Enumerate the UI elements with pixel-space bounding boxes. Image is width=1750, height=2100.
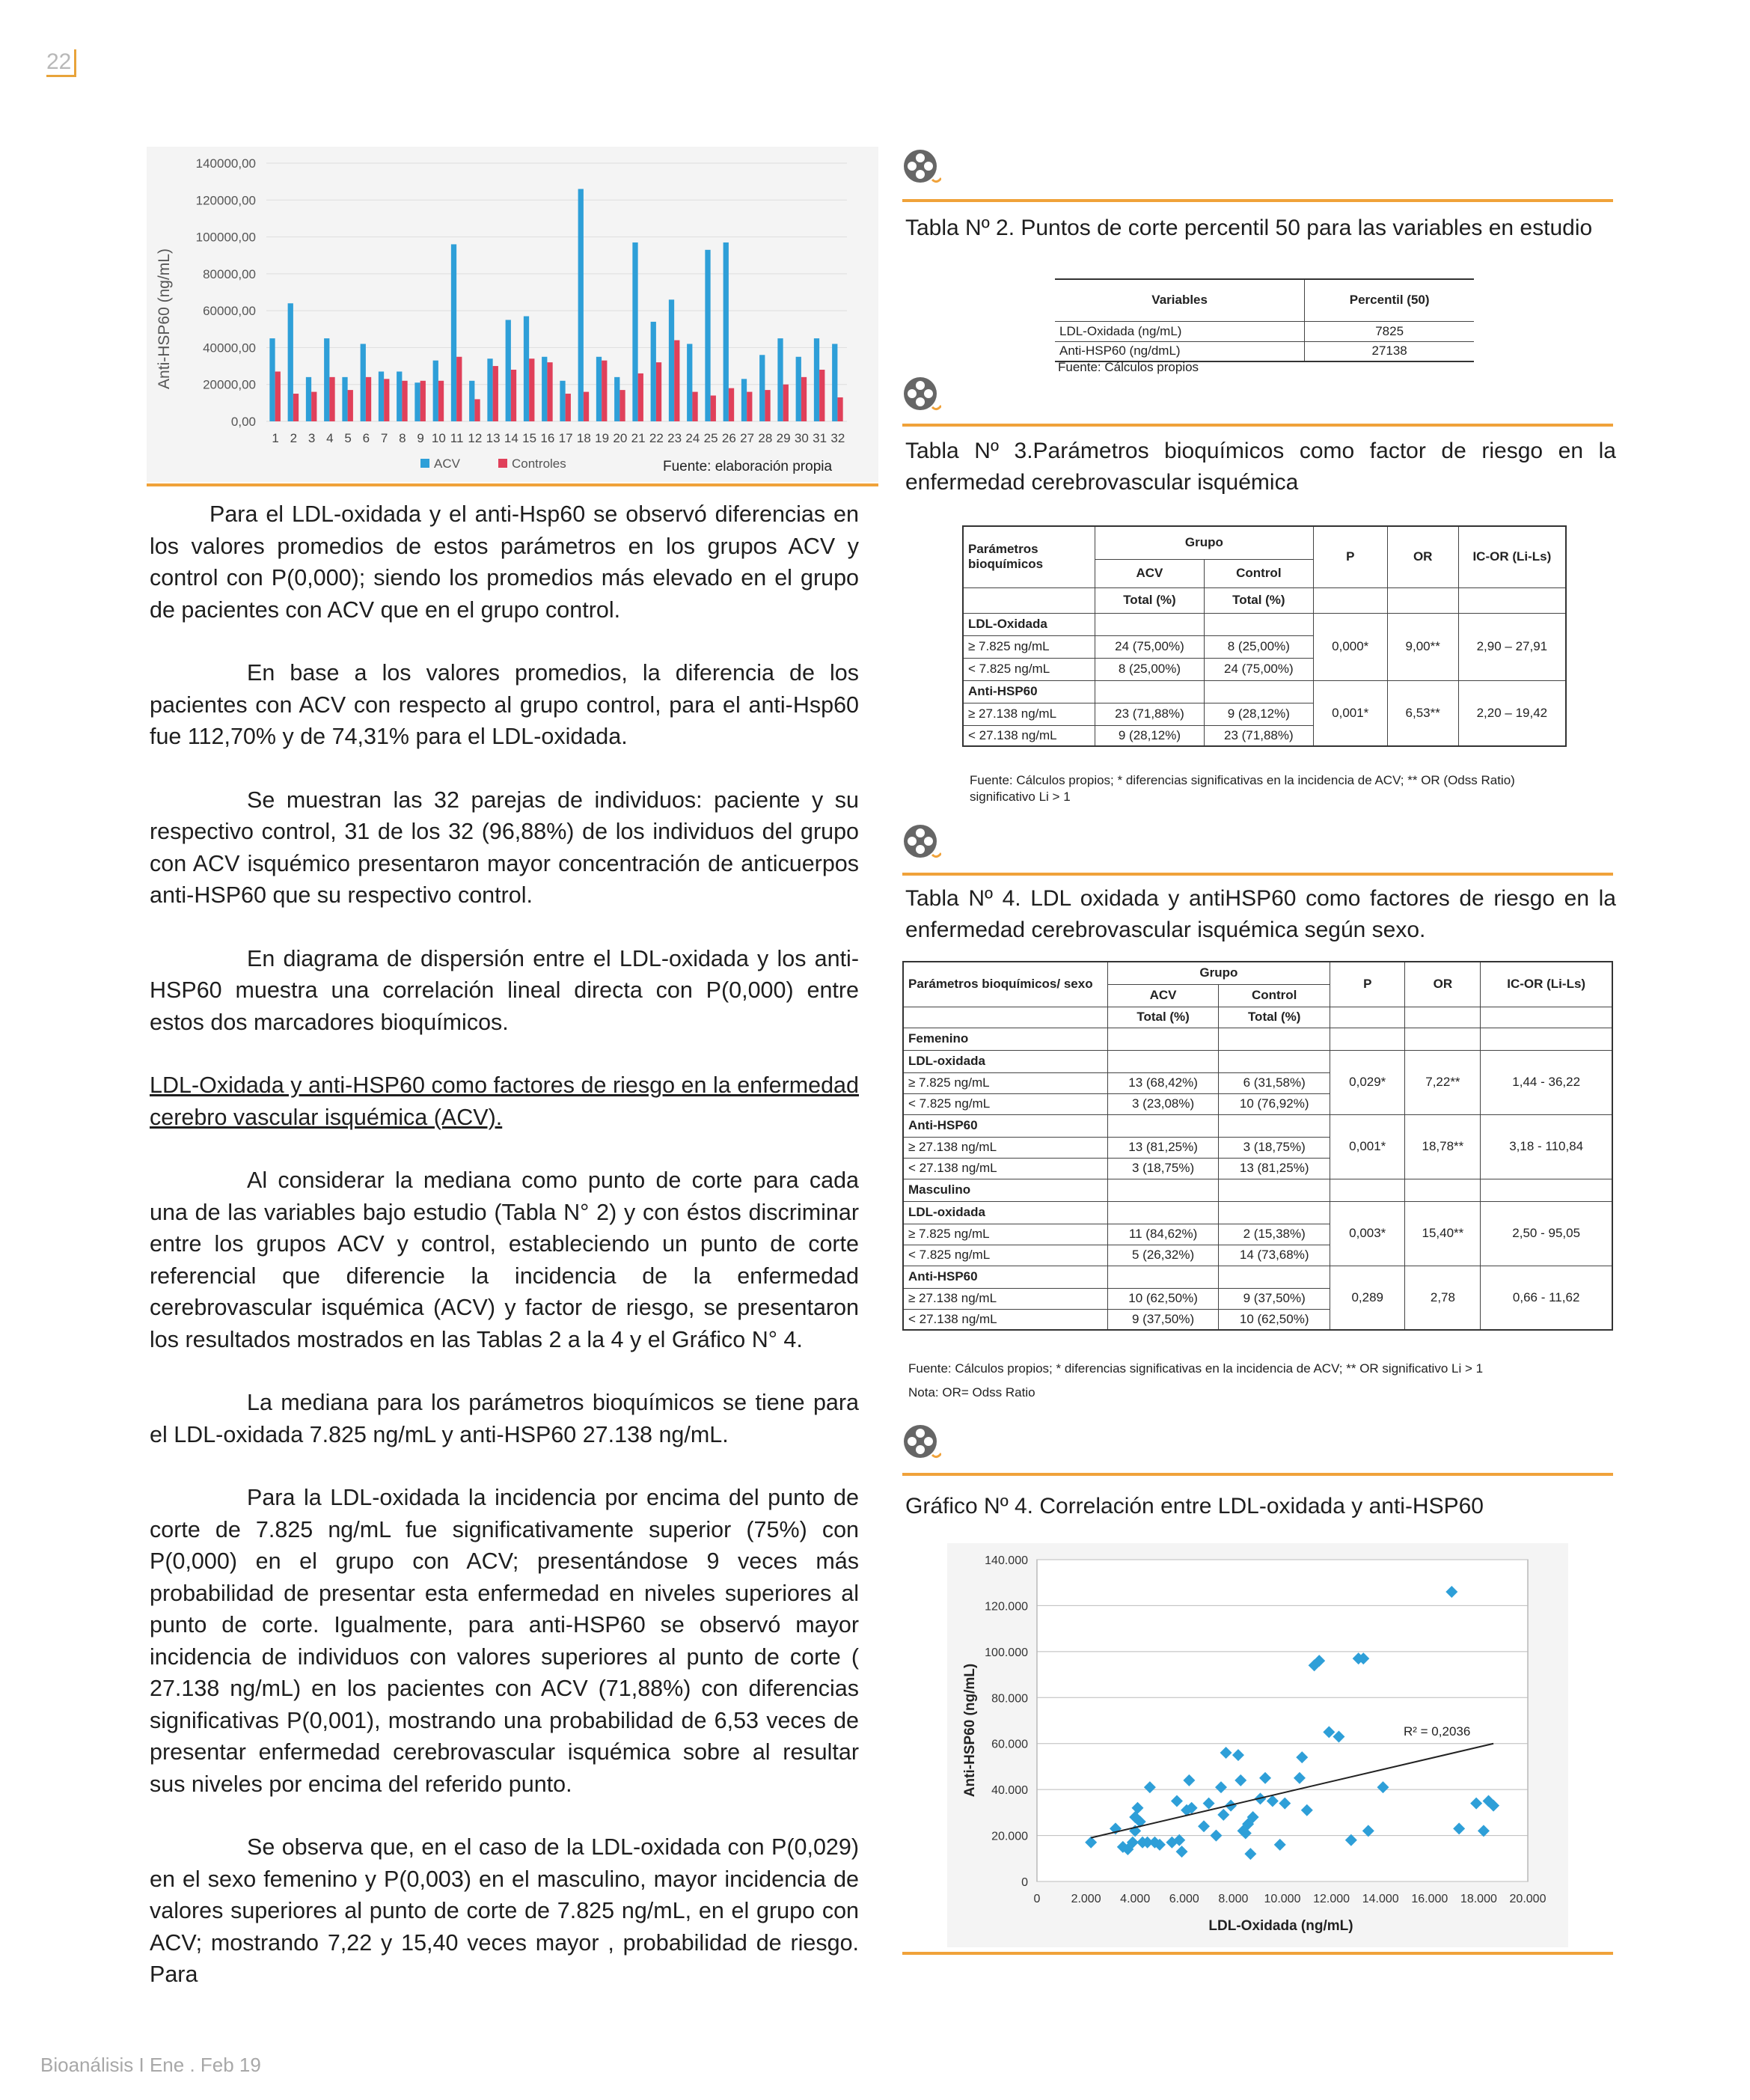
tabla4-note: Fuente: Cálculos propios; * diferencias significativas en la incidencia de ACV; ** OR significativo Li > 1 [908,1361,1484,1376]
tabla4-header-or: OR [1405,962,1481,1007]
tabla3-header-param: Parámetros bioquímicos [963,526,1095,587]
bar-acv [469,381,474,421]
tabla4-femenino: Femenino [903,1028,1107,1050]
tabla4-header-ic: IC-OR (Li-Ls) [1481,962,1612,1007]
film-reel-icon [902,823,941,862]
bar-x-tick: 19 [595,431,610,445]
scatter-x-tick: 16.000 [1411,1893,1448,1905]
tabla4-cell: 18,78** [1405,1114,1481,1179]
bar-chart-source: Fuente: elaboración propia [663,459,833,474]
bar-controles [493,366,498,421]
tabla4-cell: 2,50 - 95,05 [1481,1201,1612,1266]
bar-x-tick: 4 [326,431,334,445]
bar-y-tick: 80000,00 [203,266,256,281]
tabla3-hsp-lo: < 27.138 ng/mL [963,725,1095,746]
film-reel-icon [902,148,941,187]
tabla4-cell: 5 (26,32%) [1107,1245,1219,1266]
tabla2-cell: 27138 [1305,341,1474,361]
scatter-x-label: LDL-Oxidada (ng/mL) [1208,1918,1353,1934]
bar-chart [147,147,878,482]
bar-acv [687,344,692,422]
scatter-y-tick: 140.000 [985,1554,1028,1567]
bar-controles [656,362,661,421]
bar-acv [669,299,674,421]
bar-x-tick: 24 [685,431,700,445]
bar-controles [402,381,407,421]
bar-x-tick: 11 [450,431,464,445]
bar-controles [420,381,426,421]
tabla3-cell: 23 (71,88%) [1204,725,1313,746]
bar-acv [288,303,293,421]
bar-x-tick: 1 [272,431,279,445]
bar-x-tick: 8 [399,431,406,445]
scatter-x-tick: 12.000 [1313,1893,1350,1905]
bar-controles [692,392,697,421]
tabla4-f-ldl: LDL-oxidada [903,1050,1107,1072]
tabla3-hsp-p: 0,001* [1313,680,1387,746]
section-heading: LDL-Oxidada y anti-HSP60 como factores de riesgo en la enfermedad cerebro vascular isquémica (ACV). [150,1072,859,1130]
tabla2-cell: LDL-Oxidada (ng/mL) [1055,321,1305,341]
tabla3-hsp-hi: ≥ 27.138 ng/mL [963,703,1095,725]
bar-acv [705,250,710,421]
tabla3-cell: 9 (28,12%) [1095,725,1205,746]
bar-acv [506,320,511,421]
bar-controles [275,371,281,421]
bar-acv [306,377,311,421]
tabla4-cell: 9 (37,50%) [1107,1309,1219,1330]
tabla3-header-p: P [1313,526,1387,587]
tabla4-header-param: Parámetros bioquímicos/ sexo [903,962,1107,1007]
article-body [150,498,859,2022]
bar-controles [311,392,316,421]
tabla3-note: Fuente: Cálculos propios; * diferencias significativas en la incidencia de ACV; ** OR (Odss Ratio) significativo Li > 1 [970,773,1515,804]
tabla4-masculino: Masculino [903,1179,1107,1201]
bar-acv [777,338,783,421]
tabla4-caption: Tabla Nº 4. LDL oxidada y antiHSP60 como factores de riesgo en la enfermedad cerebrovascular isquémica según sexo. [905,886,1616,942]
bar-controles [837,397,842,421]
tabla4-header-total: Total (%) [1107,1007,1219,1028]
legend-acv-swatch [420,459,429,468]
bar-acv [832,344,837,422]
bar-controles [456,357,462,421]
divider [902,424,1613,427]
tabla4-cell: 3 (18,75%) [1107,1158,1219,1179]
tabla3-cell: 9 (28,12%) [1204,703,1313,725]
tabla3-header-grupo: Grupo [1095,526,1314,559]
bar-x-tick: 6 [362,431,370,445]
bar-y-tick: 140000,00 [195,156,256,171]
bar-acv [814,338,819,421]
film-reel-icon [902,376,941,415]
bar-controles [474,399,480,421]
bar-controles [783,385,789,421]
bar-controles [638,373,643,421]
bar-controles [293,394,299,421]
tabla3-cell: 24 (75,00%) [1095,635,1205,658]
tabla3-hsp-label: Anti-HSP60 [963,680,1095,703]
scatter-x-tick: 4.000 [1120,1893,1151,1905]
bar-acv [342,377,347,421]
tabla4-row-label: ≥ 7.825 ng/mL [903,1224,1107,1245]
bar-controles [366,377,371,421]
tabla4-cell: 3 (23,08%) [1107,1093,1219,1114]
scatter-y-label: Anti-HSP60 (ng/mL) [962,1663,978,1798]
tabla2 [1055,278,1474,362]
bar-x-tick: 15 [522,431,537,445]
tabla3-hsp-or: 6,53** [1387,680,1458,746]
scatter-x-tick: 20.000 [1509,1893,1546,1905]
bar-controles [619,390,625,421]
tabla3-ldl-label: LDL-Oxidada [963,613,1095,635]
bar-acv [596,357,602,421]
tabla3-ldl-hi: ≥ 7.825 ng/mL [963,635,1095,658]
tabla4-cell: 0,289 [1330,1266,1405,1330]
tabla4-cell: 11 (84,62%) [1107,1224,1219,1245]
scatter-x-tick: 8.000 [1218,1893,1249,1905]
bar-acv [324,338,329,421]
bar-acv [560,381,565,421]
tabla3-header-total: Total (%) [1095,587,1205,613]
bar-x-tick: 27 [740,431,755,445]
bar-acv [433,361,438,421]
bar-x-tick: 22 [649,431,664,445]
bar-x-tick: 18 [576,431,591,445]
divider [902,1952,1613,1955]
bar-x-tick: 30 [794,431,809,445]
scatter-chart [947,1543,1568,1947]
bar-x-tick: 14 [504,431,518,445]
tabla2-cell: 7825 [1305,321,1474,341]
tabla4-cell: 3,18 - 110,84 [1481,1114,1612,1179]
tabla3-ldl-or: 9,00** [1387,613,1458,680]
tabla4-cell: 13 (81,25%) [1107,1137,1219,1158]
tabla3-ldl-ic: 2,90 – 27,91 [1458,613,1566,680]
tabla3 [962,525,1567,747]
paragraph: Se observa que, en el caso de la LDL-oxidada con P(0,029) en el sexo femenino y P(0,003) en el masculino, mayor incidencia de valores superiores al punto de corte de 7.825 ng/mL, en el grupo con ACV; mostrando 7,22 y 15,40 veces mayor , probabilidad de riesgo. Para [150,1834,859,1987]
bar-controles [348,390,353,421]
bar-acv [614,377,619,421]
bar-controles [602,361,607,421]
tabla4-cell: 13 (68,42%) [1107,1072,1219,1093]
scatter-y-tick: 100.000 [985,1646,1028,1659]
tabla4-row-label: < 7.825 ng/mL [903,1093,1107,1114]
bar-y-tick: 40000,00 [203,341,256,355]
bar-acv [632,242,637,421]
bar-controles [329,377,334,421]
bar-y-tick: 20000,00 [203,377,256,392]
tabla4-cell: 9 (37,50%) [1219,1288,1330,1309]
tabla4-cell: 2,78 [1405,1266,1481,1330]
bar-controles [711,396,716,422]
tabla4-cell: 10 (76,92%) [1219,1093,1330,1114]
tabla2-caption: Tabla Nº 2. Puntos de corte percentil 50 para las variables en estudio [905,216,1593,240]
tabla4-row-label: < 27.138 ng/mL [903,1158,1107,1179]
tabla4-note: Nota: OR= Odss Ratio [908,1385,1035,1400]
tabla4-m-ldl: LDL-oxidada [903,1201,1107,1224]
tabla4-cell: 6 (31,58%) [1219,1072,1330,1093]
bar-controles [566,394,571,421]
tabla4-cell: 0,029* [1330,1050,1405,1114]
legend-controles-label: Controles [512,457,566,471]
tabla4-cell: 2 (15,38%) [1219,1224,1330,1245]
bar-acv [361,344,366,422]
tabla4 [902,961,1613,1331]
tabla4-cell: 0,66 - 11,62 [1481,1266,1612,1330]
legend-controles-swatch [498,459,507,468]
bar-x-tick: 5 [344,431,352,445]
tabla3-cell: 24 (75,00%) [1204,658,1313,680]
bar-y-tick: 60000,00 [203,304,256,319]
bar-x-tick: 25 [703,431,718,445]
divider [902,873,1613,876]
bar-y-tick: 120000,00 [195,193,256,208]
tabla3-header-ic: IC-OR (Li-Ls) [1458,526,1566,587]
tabla2-note: Fuente: Cálculos propios [1058,360,1199,374]
scatter-y-tick: 20.000 [991,1830,1028,1843]
bar-x-tick: 12 [468,431,483,445]
tabla4-cell: 10 (62,50%) [1107,1288,1219,1309]
bar-x-tick: 3 [308,431,316,445]
tabla4-cell: 15,40** [1405,1201,1481,1266]
tabla4-row-label: ≥ 27.138 ng/mL [903,1288,1107,1309]
tabla4-cell: 3 (18,75%) [1219,1137,1330,1158]
bar-x-tick: 23 [667,431,682,445]
scatter-y-tick: 120.000 [985,1600,1028,1614]
film-reel-icon [902,1423,941,1462]
bar-controles [674,341,679,421]
bar-x-tick: 17 [558,431,573,445]
legend-acv-label: ACV [434,457,460,471]
tabla4-row-label: < 7.825 ng/mL [903,1245,1107,1266]
bar-acv [759,355,765,421]
tabla2-cell: Anti-HSP60 (ng/dmL) [1055,341,1305,361]
bar-x-tick: 32 [830,431,845,445]
tabla4-row-label: < 27.138 ng/mL [903,1309,1107,1330]
tabla3-ldl-lo: < 7.825 ng/mL [963,658,1095,680]
tabla4-row-label: ≥ 7.825 ng/mL [903,1072,1107,1093]
tabla4-header-control: Control [1219,984,1330,1007]
tabla3-cell: 8 (25,00%) [1204,635,1313,658]
paragraph: La mediana para los parámetros bioquímicos se tiene para el LDL-oxidada 7.825 ng/mL y anti-HSP60 27.138 ng/mL. [150,1390,859,1447]
divider [902,1473,1613,1476]
tabla4-header-grupo: Grupo [1107,962,1330,984]
paragraph: Al considerar la mediana como punto de corte para cada una de las variables bajo estudio (Tabla N° 2) y con éstos discriminar entre los grupos ACV y control, estableciendo un punto de corte referencial que diferencie la incidencia de la enfermedad cerebrovascular isquémica (ACV) y factor de riesgo, se presentaron los resultados mostrados en las Tablas 2 a la 4 y el Gráfico N° 4. [150,1167,859,1352]
bar-y-tick: 0,00 [230,415,256,429]
tabla3-caption: Tabla Nº 3.Parámetros bioquímicos como factor de riesgo en la enfermedad cerebrovascular isquémica [905,439,1616,495]
bar-x-tick: 20 [613,431,628,445]
tabla4-cell: 1,44 - 36,22 [1481,1050,1612,1114]
bar-acv [397,371,402,421]
tabla3-header-control: Control [1204,559,1313,587]
scatter-caption: Gráfico Nº 4. Correlación entre LDL-oxidada y anti-HSP60 [905,1494,1484,1518]
bar-controles [438,381,444,421]
tabla3-header-total: Total (%) [1204,587,1313,613]
bar-acv [578,189,584,422]
bar-x-tick: 29 [776,431,791,445]
bar-acv [651,322,656,421]
scatter-y-tick: 40.000 [991,1784,1028,1798]
tabla2-header: Percentil (50) [1349,293,1430,308]
bar-controles [747,392,752,421]
divider [902,199,1613,202]
bar-x-tick: 26 [721,431,736,445]
bar-acv [269,338,275,421]
bar-x-tick: 10 [431,431,446,445]
bar-controles [584,392,589,421]
tabla4-cell: 7,22** [1405,1050,1481,1114]
tabla3-header-acv: ACV [1095,559,1205,587]
paragraph: Para la LDL-oxidada la incidencia por encima del punto de corte de 7.825 ng/mL fue significativamente superior (75%) con P(0,000) en el grupo con ACV; presentándose 9 veces más probabilidad de presentar esta enfermedad en niveles superiores al punto de corte. Igualmente, para anti-HSP60 se observó mayor incidencia de individuos con valores superiores al punto de corte ( 27.138 ng/mL) en los pacientes con ACV (71,88%) con diferencias significativas P(0,001), mostrando una probabilidad de 6,53 veces de presentar enfermedad cerebrovascular isquémica sobre al resultar sus niveles por encima del referido punto. [150,1485,859,1797]
bar-acv [524,317,529,421]
bar-acv [414,382,420,421]
tabla4-header-p: P [1330,962,1405,1007]
bar-acv [487,358,492,421]
bar-controles [547,362,552,421]
bar-controles [529,358,534,421]
bar-acv [379,371,384,421]
bar-controles [384,379,389,421]
scatter-y-tick: 0 [1021,1876,1028,1889]
bar-x-tick: 7 [380,431,388,445]
paragraph: Para el LDL-oxidada y el anti-Hsp60 se observó diferencias en los valores promedios de estos parámetros en los grupos ACV y control con P(0,000); siendo los promedios más elevado en el grupo de pacientes con ACV que en el grupo control. [150,501,859,623]
tabla4-cell: 0,001* [1330,1114,1405,1179]
bar-acv [542,357,547,421]
divider [147,483,878,486]
tabla4-f-hsp: Anti-HSP60 [903,1114,1107,1137]
tabla3-ldl-p: 0,000* [1313,613,1387,680]
bar-controles [765,390,770,421]
tabla4-cell: 10 (62,50%) [1219,1309,1330,1330]
bar-controles [801,377,807,421]
bar-acv [741,379,747,421]
tabla3-hsp-ic: 2,20 – 19,42 [1458,680,1566,746]
paragraph: Se muestran las 32 parejas de individuos: paciente y su respectivo control, 31 de los 32 (96,88%) de los individuos del grupo con ACV isquémico presentaron mayor concentración de anticuerpos anti-HSP60 que su respectivo control. [150,787,859,908]
bar-acv [796,357,801,421]
bar-y-tick: 100000,00 [195,230,256,245]
footer: Bioanálisis I Ene . Feb 19 [40,2054,261,2076]
page-number: 22 [46,49,76,77]
bar-acv [723,242,729,421]
tabla2-header: Variables [1055,279,1305,321]
bar-x-tick: 31 [813,431,827,445]
tabla3-cell: 8 (25,00%) [1095,658,1205,680]
bar-acv [451,244,456,421]
bar-controles [511,370,516,421]
scatter-x-tick: 2.000 [1071,1893,1101,1905]
bar-x-tick: 13 [486,431,501,445]
paragraph: En diagrama de dispersión entre el LDL-oxidada y los anti-HSP60 muestra una correlación lineal directa con P(0,000) entre estos dos marcadores bioquímicos. [150,945,859,1035]
scatter-y-tick: 80.000 [991,1692,1028,1706]
bar-y-label: Anti-HSP60 (ng/mL) [156,248,173,389]
tabla4-header-acv: ACV [1107,984,1219,1007]
bar-x-tick: 2 [290,431,298,445]
bar-controles [729,388,734,421]
tabla4-cell: 14 (73,68%) [1219,1245,1330,1266]
scatter-x-tick: 18.000 [1460,1893,1497,1905]
bar-x-tick: 21 [631,431,646,445]
tabla4-header-total: Total (%) [1219,1007,1330,1028]
tabla3-cell: 23 (71,88%) [1095,703,1205,725]
bar-x-tick: 16 [540,431,555,445]
scatter-x-tick: 0 [1033,1893,1041,1905]
tabla4-m-hsp: Anti-HSP60 [903,1266,1107,1288]
scatter-x-tick: 10.000 [1264,1893,1301,1905]
scatter-x-tick: 6.000 [1169,1893,1199,1905]
scatter-x-tick: 14.000 [1362,1893,1399,1905]
tabla4-cell: 13 (81,25%) [1219,1158,1330,1179]
scatter-y-tick: 60.000 [991,1738,1028,1751]
paragraph: En base a los valores promedios, la diferencia de los pacientes con ACV con respecto al grupo control, para el anti-Hsp60 fue 112,70% y de 74,31% para el LDL-oxidada. [150,660,859,749]
tabla4-cell: 0,003* [1330,1201,1405,1266]
tabla3-header-or: OR [1387,526,1458,587]
bar-x-tick: 9 [417,431,424,445]
bar-controles [819,370,824,421]
bar-x-tick: 28 [758,431,773,445]
tabla4-row-label: ≥ 27.138 ng/mL [903,1137,1107,1158]
scatter-r2-label: R² = 0,2036 [1404,1724,1471,1739]
